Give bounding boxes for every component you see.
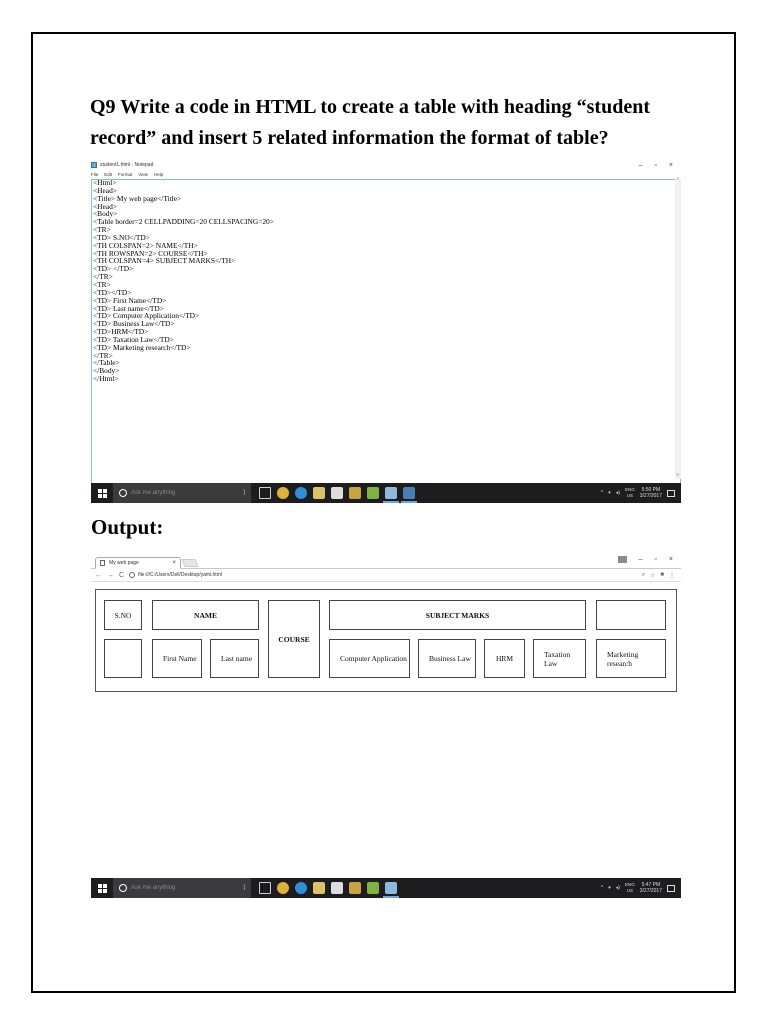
windows-logo-icon [98, 884, 107, 893]
reload-icon[interactable]: C [119, 571, 125, 579]
region: US [626, 888, 633, 893]
browser-tab[interactable] [95, 557, 181, 569]
code-line: </TR> [93, 272, 113, 282]
language[interactable]: ENG [624, 882, 635, 887]
code-line: <TH COLSPAN=2> NAME</TH> [93, 240, 198, 250]
code-line: <TR> [93, 279, 111, 289]
menu-help[interactable]: Help [153, 171, 164, 177]
code-line: </Table> [93, 358, 120, 368]
info-icon[interactable] [129, 572, 135, 578]
cell-name: NAME [152, 600, 259, 630]
cell-marketing-research: Marketing research [596, 639, 666, 678]
taskbar-search[interactable] [113, 878, 251, 898]
menu-format[interactable]: Format [118, 171, 133, 177]
search-placeholder: Ask me anything [131, 885, 176, 891]
language[interactable]: ENG [624, 487, 635, 492]
network-icon[interactable]: ▾ [608, 885, 611, 891]
app-icon[interactable] [367, 487, 379, 499]
notepad-menubar [91, 170, 681, 178]
microphone-icon[interactable]: ǐ [243, 884, 245, 892]
cell-first-name: First Name [152, 639, 202, 678]
tray-chevron-icon[interactable]: ^ [600, 885, 604, 891]
store-icon[interactable] [331, 882, 343, 894]
clock-time[interactable]: 5:47 PM [641, 882, 661, 888]
taskbar-search[interactable] [113, 483, 251, 503]
code-line: <TD> S.NO</TD> [93, 232, 150, 242]
code-line: <Head> [93, 185, 117, 195]
region: US [626, 493, 633, 498]
extension-icon[interactable]: ■ [660, 571, 664, 578]
close-icon[interactable]: × [668, 161, 673, 169]
cell-course: COURSE [268, 600, 320, 678]
code-line: <TD> Last name</TD> [93, 303, 164, 313]
output-label: Output: [91, 515, 164, 539]
windows-logo-icon [98, 489, 107, 498]
chrome-icon[interactable] [277, 882, 289, 894]
cell-hrm: HRM [484, 639, 525, 678]
cell-subject-marks: SUBJECT MARKS [329, 600, 586, 630]
notepad-titlebar [91, 160, 681, 170]
code-line: <Head> [93, 201, 117, 211]
taskbar-top [91, 483, 681, 503]
code-line: <TD> </TD> [93, 264, 134, 274]
cell-computer-application: Computer Application [329, 639, 410, 678]
code-line: <Body> [93, 209, 118, 219]
url-text: file:///C:/Users/Dell/Desktop/yami.html [138, 572, 222, 578]
code-line: </Body> [93, 366, 120, 376]
minimize-icon[interactable]: – [638, 161, 643, 169]
code-line: </TR> [93, 350, 113, 360]
taskbar-bottom [91, 878, 681, 898]
browser-window [91, 555, 681, 885]
menu-file[interactable]: File [91, 171, 99, 177]
edge-icon[interactable] [295, 882, 307, 894]
cell-empty-header [596, 600, 666, 630]
clock-date: 3/27/2017 [639, 888, 662, 894]
task-view-icon[interactable] [259, 882, 271, 894]
menu-view[interactable]: View [138, 171, 148, 177]
notepad-code [93, 179, 274, 383]
cell-business-law: Business Law [418, 639, 476, 678]
bookmark-star-icon[interactable]: ☆ [649, 572, 656, 579]
profile-icon[interactable] [618, 556, 627, 563]
cortana-icon [119, 884, 127, 892]
maximize-icon[interactable]: ▫ [654, 556, 657, 563]
minimize-icon[interactable]: – [638, 556, 643, 563]
file-explorer-icon[interactable] [313, 882, 325, 894]
code-line: <TD> Computer Application</TD> [93, 311, 200, 321]
notepad-taskbar-icon[interactable] [385, 882, 397, 894]
cell-taxation-law: Taxation Law [533, 639, 586, 678]
chrome-icon[interactable] [277, 487, 289, 499]
code-line: <TH ROWSPAN=2> COURSE</TH> [93, 248, 208, 258]
media-icon[interactable] [349, 882, 361, 894]
network-icon[interactable]: ▾ [608, 490, 611, 496]
menu-dots-icon[interactable]: ⋮ [669, 572, 675, 579]
notification-icon[interactable] [667, 490, 675, 497]
back-icon[interactable]: ← [95, 571, 102, 579]
code-line: <TD>HRM</TD> [93, 327, 149, 337]
clock-time[interactable]: 5:50 PM [641, 487, 661, 493]
browser-taskbar-icon[interactable] [403, 487, 415, 499]
store-icon[interactable] [331, 487, 343, 499]
code-line: <TD> Taxation Law</TD> [93, 334, 174, 344]
address-bar[interactable] [129, 572, 637, 578]
menu-edit[interactable]: Edit [104, 171, 113, 177]
file-explorer-icon[interactable] [313, 487, 325, 499]
tray-chevron-icon[interactable]: ^ [600, 490, 604, 496]
code-line: <TD> First Name</TD> [93, 295, 167, 305]
tab-close-icon[interactable]: × [172, 560, 176, 566]
cortana-icon [119, 489, 127, 497]
close-icon[interactable]: × [668, 556, 673, 563]
browser-toolbar [91, 569, 681, 582]
cell-last-name: Last name [210, 639, 259, 678]
code-line: <TD></TD> [93, 287, 132, 297]
code-line: <Table border=2 CELLPADDING=20 CELLSPACING=20> [93, 217, 274, 227]
microphone-icon[interactable]: ǐ [243, 489, 245, 497]
forward-icon[interactable]: → [107, 571, 114, 579]
notepad-taskbar-icon[interactable] [385, 487, 397, 499]
tab-strip [91, 555, 681, 569]
volume-icon[interactable]: ◂) [615, 885, 620, 891]
media-icon[interactable] [349, 487, 361, 499]
volume-icon[interactable]: ◂) [615, 490, 620, 496]
start-button[interactable] [91, 884, 113, 893]
clock-date: 3/27/2017 [639, 493, 662, 499]
new-tab-button[interactable] [182, 559, 199, 567]
code-line: <TR> [93, 225, 111, 235]
code-line: </Html> [93, 374, 119, 384]
cell-empty-row [104, 639, 142, 678]
app-icon[interactable] [367, 882, 379, 894]
code-line: <Html> [93, 178, 117, 187]
code-line: <TD> Marketing research</TD> [93, 342, 191, 352]
notification-icon[interactable] [667, 885, 675, 892]
notepad-title: student1.html - Notepad [100, 162, 154, 168]
page-icon [100, 560, 105, 566]
code-line: <TD> Business Law</TD> [93, 319, 175, 329]
rendered-table [95, 589, 677, 692]
edge-icon[interactable] [295, 487, 307, 499]
zoom-icon[interactable]: ⌕ [641, 571, 645, 578]
code-line: <TH COLSPAN=4> SUBJECT MARKS</TH> [93, 256, 236, 266]
task-view-icon[interactable] [259, 487, 271, 499]
notepad-window [91, 160, 681, 502]
maximize-icon[interactable]: ▫ [654, 161, 657, 169]
search-placeholder: Ask me anything [131, 490, 176, 496]
tab-title: My web page [109, 560, 139, 566]
cell-sno: S.NO [104, 600, 142, 630]
notepad-scrollbar[interactable] [675, 179, 681, 479]
notepad-app-icon [91, 162, 97, 168]
question-heading: Q9 Write a code in HTML to create a table with heading “student record” and insert 5 related information the format of table? [90, 96, 650, 149]
start-button[interactable] [91, 489, 113, 498]
code-line: <Title> My web page</Title> [93, 193, 182, 203]
